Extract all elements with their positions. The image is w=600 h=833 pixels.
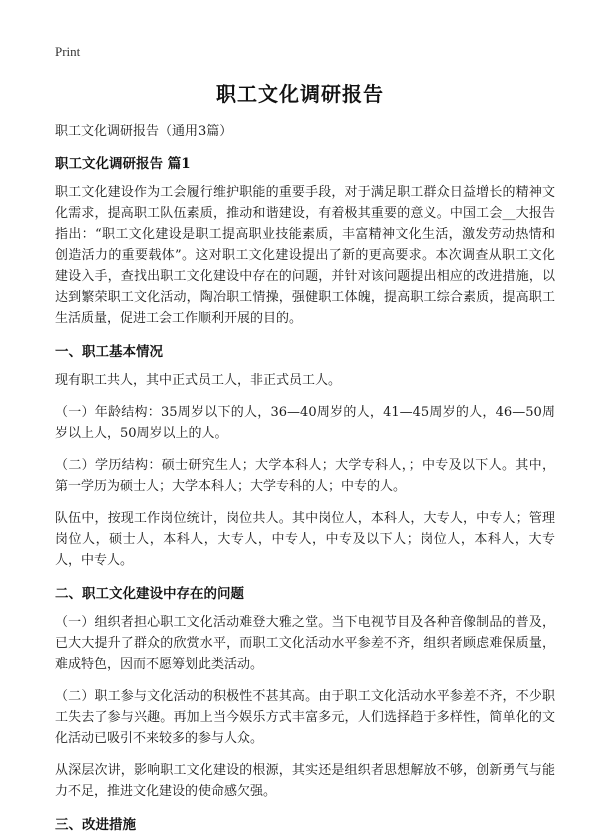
part-heading: 职工文化调研报告 篇1 bbox=[55, 156, 191, 172]
section-heading-improvements: 三、改进措施 bbox=[55, 817, 136, 833]
paragraph-problem-two: （二）职工参与文化活动的积极性不甚其高。由于职工文化活动水平参差不齐，不少职工失去了参与兴趣。再加上当今娱乐方式丰富多元，人们选择趋于多样性，简单化的文化活动已吸引不来较多的参与人众。 bbox=[55, 689, 555, 746]
print-label: Print bbox=[55, 44, 81, 59]
paragraph-root-cause: 从深层次讲，影响职工文化建设的根源，其实还是组织者思想解放不够，创新勇气与能力不足，推进文化建设的使命感欠强。 bbox=[55, 763, 555, 799]
section-heading-problems: 二、职工文化建设中存在的问题 bbox=[55, 586, 244, 602]
paragraph-position-stats: 队伍中，按现工作岗位统计，岗位共人。其中岗位人，本科人，大专人，中专人；管理岗位人，硕士人，本科人，大专人，中专人，中专及以下人；岗位人，本科人，大专人，中专人。 bbox=[55, 511, 555, 568]
paragraph-education-structure: （二）学历结构：硕士研究生人；大学本科人；大学专科人，；中专及以下人。其中，第一学历为硕士人；大学本科人；大学专科的人；中专的人。 bbox=[55, 458, 555, 494]
paragraph-staff-count: 现有职工共人，其中正式员工人，非正式员工人。 bbox=[55, 373, 342, 388]
paragraph-age-structure: （一）年龄结构：35周岁以下的人，36—40周岁的人，41—45周岁的人，46—50周岁以上人，50周岁以上的人。 bbox=[55, 405, 555, 441]
document-subtitle: 职工文化调研报告（通用3篇） bbox=[55, 124, 233, 139]
paragraph-problem-one: （一）组织者担心职工文化活动难登大雅之堂。当下电视节目及各种音像制品的普及，已大大提升了群众的欣赏水平，而职工文化活动水平参差不齐，组织者顾虑难保质量，难成特色，因而不愿筹划此类活动。 bbox=[55, 615, 555, 672]
section-heading-basic-info: 一、职工基本情况 bbox=[55, 344, 163, 360]
page-title: 职工文化调研报告 bbox=[216, 82, 384, 106]
intro-paragraph: 职工文化建设作为工会履行维护职能的重要手段，对于满足职工群众日益增长的精神文化需求，提高职工队伍素质，推动和谐建设，有着极其重要的意义。中国工会__大报告指出：“职工文化建设是职工提高职业技能素质，丰富精神文化生活，激发劳动热情和创造活力的重要载体”。这对职工文化建设提出了新的更高要求。本次调查从职工文化建设入手，查找出职工文化建设中存在的问题，并针对该问题提出相应的改进措施，以达到繁荣职工文化活动，陶冶职工情操，强健职工体魄，提高职工综合素质，提高职工生活质量，促进工会工作顺利开展的目的。 bbox=[55, 185, 555, 326]
